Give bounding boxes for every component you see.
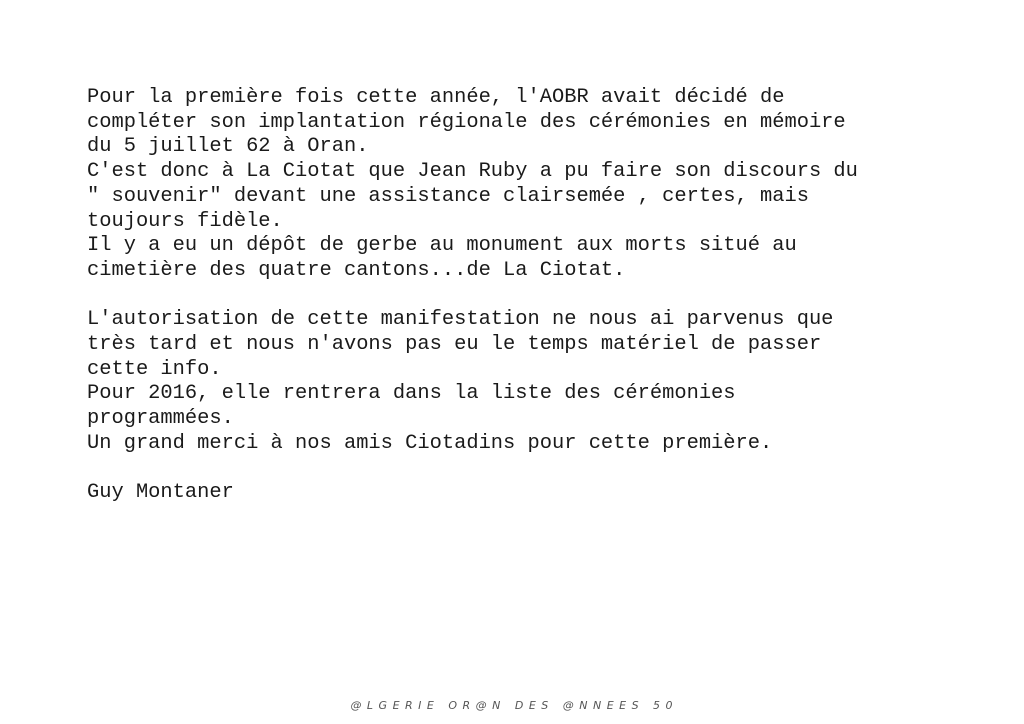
text-line: " souvenir" devant une assistance clairsemée , certes, mais <box>87 184 809 208</box>
paragraph-ceremony-report <box>87 86 987 284</box>
text-line: Pour 2016, elle rentrera dans la liste des cérémonies <box>87 382 736 406</box>
text-line: compléter son implantation régionale des cérémonies en mémoire <box>87 110 846 134</box>
text-line: très tard et nous n'avons pas eu le temps matériel de passer <box>87 333 822 357</box>
text-line: cette info. <box>87 357 222 381</box>
page-footer: @ L G E R I E O R @ N D E S @ N N E E S 5 0 <box>350 699 674 712</box>
text-line: Il y a eu un dépôt de gerbe au monument aux morts situé au <box>87 234 797 258</box>
paragraph-authorization-note <box>87 308 987 456</box>
signature <box>87 481 987 506</box>
text-line: du 5 juillet 62 à Oran. <box>87 135 369 159</box>
document-body <box>87 86 987 531</box>
text-line: L'autorisation de cette manifestation ne nous ai parvenus que <box>87 308 834 332</box>
text-line: cimetière des quatre cantons...de La Ciotat. <box>87 258 626 282</box>
signature-name: Guy Montaner <box>87 481 234 505</box>
text-line: C'est donc à La Ciotat que Jean Ruby a pu faire son discours du <box>87 160 858 184</box>
text-line: Un grand merci à nos amis Ciotadins pour cette première. <box>87 431 773 455</box>
text-line: toujours fidèle. <box>87 209 283 233</box>
text-line: programmées. <box>87 407 234 431</box>
text-line: Pour la première fois cette année, l'AOBR avait décidé de <box>87 86 785 109</box>
